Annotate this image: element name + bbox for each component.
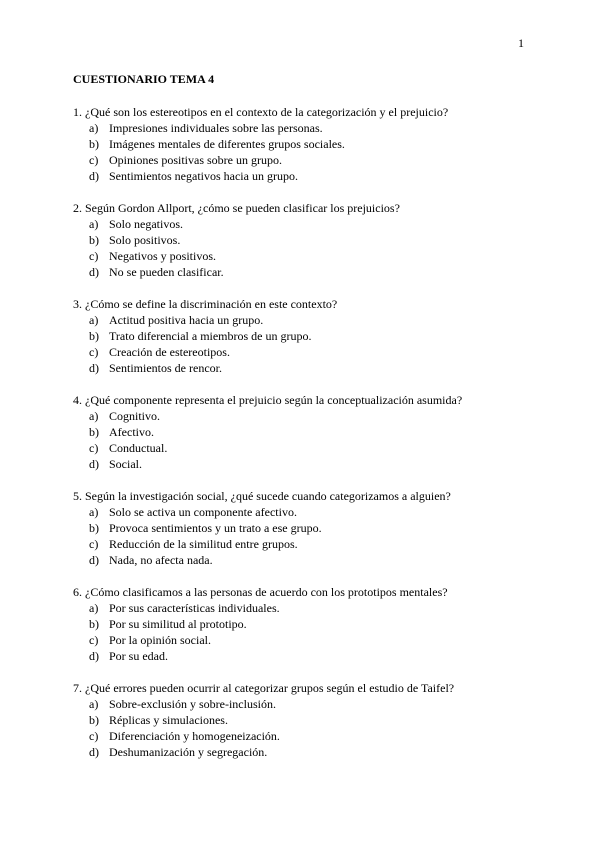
option-text: Réplicas y simulaciones. [109, 713, 228, 727]
option-letter: b) [89, 521, 99, 535]
option-a [73, 408, 543, 424]
option-text: Impresiones individuales sobre las personas. [109, 121, 323, 135]
option-letter: d) [89, 265, 99, 279]
option-c [73, 440, 543, 456]
option-d [73, 264, 543, 280]
option-letter: d) [89, 169, 99, 183]
question-4 [73, 392, 543, 488]
question-list [73, 104, 543, 776]
option-b [73, 232, 543, 248]
page-number: 1 [518, 36, 524, 50]
option-a [73, 696, 543, 712]
question-7 [73, 680, 543, 776]
option-c [73, 152, 543, 168]
option-text: Por su edad. [109, 649, 168, 663]
question-text: 2. Según Gordon Allport, ¿cómo se pueden clasificar los prejuicios? [73, 201, 400, 215]
option-b [73, 520, 543, 536]
option-letter: d) [89, 553, 99, 567]
option-letter: c) [89, 633, 99, 647]
option-text: Reducción de la similitud entre grupos. [109, 537, 298, 551]
option-text: Solo negativos. [109, 217, 183, 231]
option-c [73, 248, 543, 264]
option-letter: a) [89, 505, 99, 519]
option-d [73, 648, 543, 664]
option-letter: c) [89, 729, 99, 743]
question-text: 1. ¿Qué son los estereotipos en el contexto de la categorización y el prejuicio? [73, 105, 449, 119]
option-text: Actitud positiva hacia un grupo. [109, 313, 264, 327]
option-c [73, 728, 543, 744]
option-text: Negativos y positivos. [109, 249, 216, 263]
option-b [73, 712, 543, 728]
question-text: 6. ¿Cómo clasificamos a las personas de acuerdo con los prototipos mentales? [73, 585, 448, 599]
option-c [73, 536, 543, 552]
option-letter: a) [89, 121, 99, 135]
option-letter: c) [89, 537, 99, 551]
option-letter: c) [89, 441, 99, 455]
option-c [73, 344, 543, 360]
option-a [73, 216, 543, 232]
option-letter: c) [89, 345, 99, 359]
question-5 [73, 488, 543, 584]
option-text: Trato diferencial a miembros de un grupo. [109, 329, 312, 343]
option-d [73, 360, 543, 376]
option-d [73, 168, 543, 184]
option-text: Imágenes mentales de diferentes grupos sociales. [109, 137, 345, 151]
option-letter: d) [89, 649, 99, 663]
option-letter: b) [89, 617, 99, 631]
page-title: CUESTIONARIO TEMA 4 [73, 72, 215, 86]
option-text: Sentimientos de rencor. [109, 361, 222, 375]
question-text: 5. Según la investigación social, ¿qué sucede cuando categorizamos a alguien? [73, 489, 451, 503]
option-letter: a) [89, 409, 99, 423]
option-b [73, 136, 543, 152]
option-text: Sentimientos negativos hacia un grupo. [109, 169, 298, 183]
option-text: Afectivo. [109, 425, 154, 439]
option-c [73, 632, 543, 648]
option-letter: c) [89, 249, 99, 263]
option-a [73, 504, 543, 520]
option-letter: d) [89, 361, 99, 375]
question-text: 4. ¿Qué componente representa el prejuicio según la conceptualización asumida? [73, 393, 463, 407]
option-a [73, 312, 543, 328]
option-text: Nada, no afecta nada. [109, 553, 213, 567]
option-letter: a) [89, 313, 99, 327]
option-b [73, 328, 543, 344]
option-text: Solo positivos. [109, 233, 181, 247]
option-text: Solo se activa un componente afectivo. [109, 505, 297, 519]
option-letter: b) [89, 233, 99, 247]
question-6 [73, 584, 543, 680]
option-text: Social. [109, 457, 142, 471]
option-letter: b) [89, 329, 99, 343]
option-letter: a) [89, 601, 99, 615]
option-letter: c) [89, 153, 99, 167]
option-text: No se pueden clasificar. [109, 265, 224, 279]
option-text: Opiniones positivas sobre un grupo. [109, 153, 282, 167]
option-letter: b) [89, 137, 99, 151]
option-b [73, 424, 543, 440]
option-a [73, 600, 543, 616]
option-b [73, 616, 543, 632]
option-letter: b) [89, 425, 99, 439]
option-text: Por sus características individuales. [109, 601, 280, 615]
option-text: Cognitivo. [109, 409, 161, 423]
question-text: 7. ¿Qué errores pueden ocurrir al categorizar grupos según el estudio de Taifel? [73, 681, 455, 695]
option-letter: d) [89, 745, 99, 759]
option-text: Provoca sentimientos y un trato a ese grupo. [109, 521, 322, 535]
option-text: Sobre-exclusión y sobre-inclusión. [109, 697, 276, 711]
option-text: Conductual. [109, 441, 168, 455]
option-letter: a) [89, 697, 99, 711]
question-3 [73, 296, 543, 392]
question-2 [73, 200, 543, 296]
option-text: Por la opinión social. [109, 633, 211, 647]
option-a [73, 120, 543, 136]
option-letter: d) [89, 457, 99, 471]
option-d [73, 552, 543, 568]
option-letter: b) [89, 713, 99, 727]
option-text: Por su similitud al prototipo. [109, 617, 247, 631]
option-text: Diferenciación y homogeneización. [109, 729, 280, 743]
option-d [73, 456, 543, 472]
option-text: Creación de estereotipos. [109, 345, 230, 359]
option-text: Deshumanización y segregación. [109, 745, 268, 759]
option-d [73, 744, 543, 760]
question-1 [73, 104, 543, 200]
option-letter: a) [89, 217, 99, 231]
question-text: 3. ¿Cómo se define la discriminación en este contexto? [73, 297, 338, 311]
